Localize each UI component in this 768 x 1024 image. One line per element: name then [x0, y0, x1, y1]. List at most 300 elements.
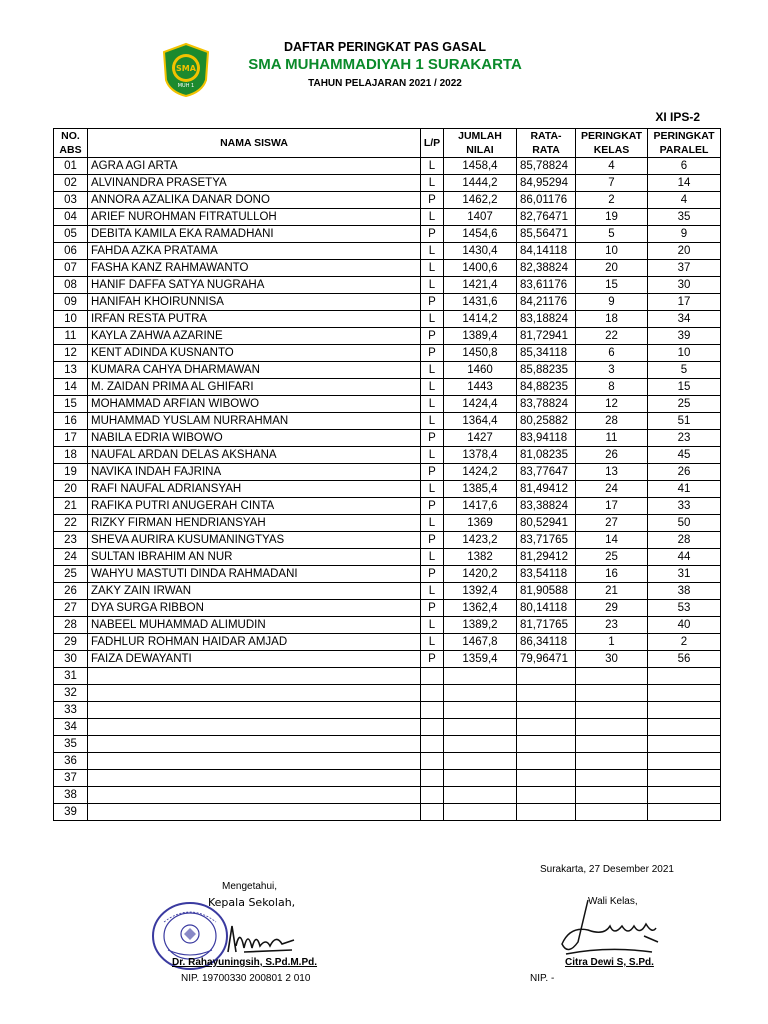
mengetahui-label: Mengetahui,: [222, 881, 278, 892]
cell-no: 33: [54, 702, 88, 719]
cell-peringkat-paralel: 40: [648, 617, 721, 634]
table-row: [54, 260, 721, 277]
cell-rata: 86,34118: [517, 634, 576, 651]
cell-rata: 81,49412: [517, 481, 576, 498]
cell-peringkat-paralel: 33: [648, 498, 721, 515]
cell-lp: [421, 753, 444, 770]
cell-no: 21: [54, 498, 88, 515]
cell-name: [88, 736, 421, 753]
cell-jumlah: [444, 685, 517, 702]
cell-name: ALVINANDRA PRASETYA: [88, 175, 421, 192]
cell-name: KENT ADINDA KUSNANTO: [88, 345, 421, 362]
cell-no: 27: [54, 600, 88, 617]
cell-peringkat-kelas: 25: [576, 549, 648, 566]
cell-jumlah: 1424,2: [444, 464, 517, 481]
cell-lp: [421, 685, 444, 702]
col-rata-rata: RATA- RATA: [517, 129, 576, 158]
cell-peringkat-paralel: 26: [648, 464, 721, 481]
cell-peringkat-paralel: 25: [648, 396, 721, 413]
cell-lp: L: [421, 243, 444, 260]
cell-jumlah: 1460: [444, 362, 517, 379]
cell-jumlah: 1462,2: [444, 192, 517, 209]
col-peringkat-kelas: PERINGKAT KELAS: [576, 129, 648, 158]
cell-lp: P: [421, 498, 444, 515]
teacher-signature: [548, 896, 668, 960]
cell-rata: [517, 787, 576, 804]
cell-name: DEBITA KAMILA EKA RAMADHANI: [88, 226, 421, 243]
table-row: [54, 515, 721, 532]
table-row: [54, 379, 721, 396]
cell-peringkat-paralel: 20: [648, 243, 721, 260]
cell-no: 08: [54, 277, 88, 294]
col-lp: L/P: [421, 129, 444, 158]
table-row: [54, 702, 721, 719]
cell-no: 06: [54, 243, 88, 260]
cell-rata: 84,14118: [517, 243, 576, 260]
cell-peringkat-paralel: 6: [648, 158, 721, 175]
cell-peringkat-paralel: 45: [648, 447, 721, 464]
cell-no: 12: [54, 345, 88, 362]
cell-name: FAHDA AZKA PRATAMA: [88, 243, 421, 260]
teacher-name: Citra Dewi S, S.Pd.: [565, 957, 654, 968]
cell-peringkat-kelas: [576, 804, 648, 821]
cell-lp: L: [421, 209, 444, 226]
cell-no: 29: [54, 634, 88, 651]
cell-peringkat-kelas: 22: [576, 328, 648, 345]
cell-name: ZAKY ZAIN IRWAN: [88, 583, 421, 600]
cell-jumlah: 1359,4: [444, 651, 517, 668]
cell-lp: [421, 719, 444, 736]
cell-jumlah: 1364,4: [444, 413, 517, 430]
cell-name: NABILA EDRIA WIBOWO: [88, 430, 421, 447]
cell-name: IRFAN RESTA PUTRA: [88, 311, 421, 328]
cell-jumlah: 1382: [444, 549, 517, 566]
cell-peringkat-kelas: 26: [576, 447, 648, 464]
cell-no: 19: [54, 464, 88, 481]
cell-name: HANIFAH KHOIRUNNISA: [88, 294, 421, 311]
cell-no: 04: [54, 209, 88, 226]
cell-rata: 83,77647: [517, 464, 576, 481]
cell-peringkat-kelas: 21: [576, 583, 648, 600]
cell-rata: [517, 736, 576, 753]
cell-peringkat-paralel: 53: [648, 600, 721, 617]
cell-no: 17: [54, 430, 88, 447]
cell-rata: 84,88235: [517, 379, 576, 396]
table-row: [54, 447, 721, 464]
cell-lp: P: [421, 294, 444, 311]
cell-rata: 82,38824: [517, 260, 576, 277]
cell-rata: [517, 702, 576, 719]
cell-rata: 83,61176: [517, 277, 576, 294]
cell-rata: [517, 685, 576, 702]
cell-peringkat-kelas: 8: [576, 379, 648, 396]
table-row: [54, 481, 721, 498]
cell-peringkat-kelas: 16: [576, 566, 648, 583]
cell-jumlah: 1444,2: [444, 175, 517, 192]
cell-no: 01: [54, 158, 88, 175]
cell-rata: 80,25882: [517, 413, 576, 430]
cell-peringkat-kelas: [576, 736, 648, 753]
cell-name: KUMARA CAHYA DHARMAWAN: [88, 362, 421, 379]
cell-lp: P: [421, 192, 444, 209]
cell-peringkat-kelas: [576, 719, 648, 736]
cell-jumlah: 1423,2: [444, 532, 517, 549]
cell-name: NAUFAL ARDAN DELAS AKSHANA: [88, 447, 421, 464]
cell-name: NAVIKA INDAH FAJRINA: [88, 464, 421, 481]
cell-jumlah: 1392,4: [444, 583, 517, 600]
cell-peringkat-paralel: 14: [648, 175, 721, 192]
cell-lp: [421, 736, 444, 753]
cell-no: 38: [54, 787, 88, 804]
cell-jumlah: [444, 736, 517, 753]
ranking-table: [53, 128, 721, 821]
cell-jumlah: 1467,8: [444, 634, 517, 651]
table-row: [54, 226, 721, 243]
cell-lp: L: [421, 413, 444, 430]
cell-peringkat-paralel: 10: [648, 345, 721, 362]
table-row: [54, 583, 721, 600]
cell-jumlah: [444, 787, 517, 804]
cell-peringkat-paralel: 5: [648, 362, 721, 379]
cell-peringkat-paralel: 15: [648, 379, 721, 396]
cell-rata: 83,78824: [517, 396, 576, 413]
cell-no: 11: [54, 328, 88, 345]
cell-jumlah: [444, 719, 517, 736]
cell-name: MUHAMMAD YUSLAM NURRAHMAN: [88, 413, 421, 430]
cell-rata: 84,95294: [517, 175, 576, 192]
cell-lp: L: [421, 311, 444, 328]
cell-no: 13: [54, 362, 88, 379]
table-row: [54, 804, 721, 821]
svg-text:MUH 1: MUH 1: [177, 83, 195, 89]
cell-lp: P: [421, 464, 444, 481]
cell-lp: P: [421, 430, 444, 447]
cell-no: 37: [54, 770, 88, 787]
cell-peringkat-paralel: [648, 719, 721, 736]
cell-peringkat-paralel: 31: [648, 566, 721, 583]
cell-rata: 81,29412: [517, 549, 576, 566]
cell-no: 26: [54, 583, 88, 600]
cell-peringkat-paralel: 2: [648, 634, 721, 651]
academic-year: TAHUN PELAJARAN 2021 / 2022: [308, 78, 462, 89]
cell-peringkat-kelas: 14: [576, 532, 648, 549]
table-header-row: [54, 129, 721, 158]
cell-no: 34: [54, 719, 88, 736]
cell-rata: 86,01176: [517, 192, 576, 209]
cell-rata: 83,54118: [517, 566, 576, 583]
cell-name: FAIZA DEWAYANTI: [88, 651, 421, 668]
cell-jumlah: 1389,4: [444, 328, 517, 345]
cell-peringkat-kelas: 28: [576, 413, 648, 430]
cell-peringkat-kelas: 4: [576, 158, 648, 175]
cell-jumlah: 1369: [444, 515, 517, 532]
cell-peringkat-paralel: 37: [648, 260, 721, 277]
cell-no: 36: [54, 753, 88, 770]
cell-peringkat-paralel: [648, 702, 721, 719]
cell-name: [88, 787, 421, 804]
cell-lp: P: [421, 651, 444, 668]
cell-peringkat-kelas: 7: [576, 175, 648, 192]
cell-jumlah: 1454,6: [444, 226, 517, 243]
table-row: [54, 362, 721, 379]
cell-jumlah: [444, 804, 517, 821]
cell-rata: [517, 804, 576, 821]
cell-peringkat-kelas: [576, 753, 648, 770]
table-row: [54, 600, 721, 617]
cell-name: KAYLA ZAHWA AZARINE: [88, 328, 421, 345]
table-row: [54, 719, 721, 736]
cell-rata: 81,72941: [517, 328, 576, 345]
cell-name: [88, 753, 421, 770]
principal-nip: NIP. 19700330 200801 2 010: [181, 973, 311, 984]
col-jumlah-nilai: JUMLAH NILAI: [444, 129, 517, 158]
table-row: [54, 532, 721, 549]
cell-no: 30: [54, 651, 88, 668]
cell-name: RIZKY FIRMAN HENDRIANSYAH: [88, 515, 421, 532]
cell-peringkat-kelas: 24: [576, 481, 648, 498]
cell-rata: [517, 770, 576, 787]
cell-peringkat-kelas: 5: [576, 226, 648, 243]
cell-jumlah: 1362,4: [444, 600, 517, 617]
cell-name: FADHLUR ROHMAN HAIDAR AMJAD: [88, 634, 421, 651]
cell-peringkat-paralel: 28: [648, 532, 721, 549]
cell-rata: 83,18824: [517, 311, 576, 328]
cell-no: 14: [54, 379, 88, 396]
table-row: [54, 396, 721, 413]
cell-name: SULTAN IBRAHIM AN NUR: [88, 549, 421, 566]
cell-peringkat-kelas: 6: [576, 345, 648, 362]
cell-peringkat-paralel: 34: [648, 311, 721, 328]
cell-lp: [421, 668, 444, 685]
table-row: [54, 175, 721, 192]
cell-lp: P: [421, 345, 444, 362]
cell-rata: 80,52941: [517, 515, 576, 532]
cell-name: [88, 804, 421, 821]
wali-kelas-label: Wali Kelas,: [588, 896, 638, 907]
cell-peringkat-kelas: 10: [576, 243, 648, 260]
kepala-sekolah-label: Kepala Sekolah,: [208, 896, 296, 909]
cell-jumlah: 1430,4: [444, 243, 517, 260]
cell-peringkat-paralel: 4: [648, 192, 721, 209]
cell-name: RAFI NAUFAL ADRIANSYAH: [88, 481, 421, 498]
cell-jumlah: 1431,6: [444, 294, 517, 311]
cell-name: [88, 719, 421, 736]
table-row: [54, 192, 721, 209]
cell-lp: L: [421, 260, 444, 277]
table-row: [54, 311, 721, 328]
cell-name: WAHYU MASTUTI DINDA RAHMADANI: [88, 566, 421, 583]
table-row: [54, 430, 721, 447]
cell-no: 15: [54, 396, 88, 413]
table-row: [54, 345, 721, 362]
cell-jumlah: 1450,8: [444, 345, 517, 362]
cell-rata: 83,94118: [517, 430, 576, 447]
cell-no: 10: [54, 311, 88, 328]
cell-peringkat-paralel: 51: [648, 413, 721, 430]
cell-lp: L: [421, 583, 444, 600]
col-peringkat-paralel: PERINGKAT PARALEL: [648, 129, 721, 158]
cell-peringkat-paralel: 39: [648, 328, 721, 345]
cell-rata: [517, 719, 576, 736]
cell-jumlah: 1417,6: [444, 498, 517, 515]
principal-name: Dr. Rahayuningsih, S.Pd.M.Pd.: [172, 957, 318, 968]
cell-peringkat-kelas: 15: [576, 277, 648, 294]
cell-lp: P: [421, 566, 444, 583]
table-row: [54, 753, 721, 770]
cell-lp: L: [421, 515, 444, 532]
cell-peringkat-kelas: 19: [576, 209, 648, 226]
cell-peringkat-paralel: 50: [648, 515, 721, 532]
cell-jumlah: [444, 753, 517, 770]
cell-rata: 84,21176: [517, 294, 576, 311]
cell-jumlah: 1407: [444, 209, 517, 226]
cell-jumlah: [444, 702, 517, 719]
cell-jumlah: 1378,4: [444, 447, 517, 464]
class-name: XI IPS-2: [655, 110, 700, 124]
cell-name: [88, 770, 421, 787]
cell-jumlah: 1443: [444, 379, 517, 396]
table-row: [54, 413, 721, 430]
cell-lp: L: [421, 447, 444, 464]
cell-rata: 85,88235: [517, 362, 576, 379]
cell-no: 32: [54, 685, 88, 702]
cell-name: [88, 685, 421, 702]
cell-jumlah: 1389,2: [444, 617, 517, 634]
cell-name: ARIEF NUROHMAN FITRATULLOH: [88, 209, 421, 226]
cell-rata: 83,71765: [517, 532, 576, 549]
cell-peringkat-kelas: 30: [576, 651, 648, 668]
table-row: [54, 617, 721, 634]
table-row: [54, 158, 721, 175]
cell-peringkat-kelas: 3: [576, 362, 648, 379]
cell-peringkat-paralel: 35: [648, 209, 721, 226]
cell-lp: P: [421, 226, 444, 243]
table-row: [54, 328, 721, 345]
table-row: [54, 464, 721, 481]
cell-rata: 82,76471: [517, 209, 576, 226]
cell-rata: [517, 668, 576, 685]
col-no-abs: NO. ABS: [54, 129, 88, 158]
cell-lp: [421, 702, 444, 719]
table-row: [54, 668, 721, 685]
cell-name: NABEEL MUHAMMAD ALIMUDIN: [88, 617, 421, 634]
cell-peringkat-paralel: 23: [648, 430, 721, 447]
cell-jumlah: 1385,4: [444, 481, 517, 498]
cell-lp: L: [421, 379, 444, 396]
cell-no: 28: [54, 617, 88, 634]
cell-lp: L: [421, 549, 444, 566]
cell-lp: [421, 770, 444, 787]
principal-signature: [222, 918, 300, 960]
school-name: SMA MUHAMMADIYAH 1 SURAKARTA: [248, 56, 522, 73]
cell-peringkat-kelas: 11: [576, 430, 648, 447]
cell-jumlah: 1420,2: [444, 566, 517, 583]
table-row: [54, 498, 721, 515]
cell-peringkat-kelas: 17: [576, 498, 648, 515]
cell-peringkat-paralel: 9: [648, 226, 721, 243]
cell-rata: 85,56471: [517, 226, 576, 243]
cell-peringkat-paralel: [648, 736, 721, 753]
cell-rata: 81,08235: [517, 447, 576, 464]
table-row: [54, 651, 721, 668]
cell-jumlah: [444, 770, 517, 787]
cell-peringkat-paralel: [648, 753, 721, 770]
cell-lp: L: [421, 277, 444, 294]
cell-no: 24: [54, 549, 88, 566]
cell-no: 05: [54, 226, 88, 243]
cell-name: FASHA KANZ RAHMAWANTO: [88, 260, 421, 277]
table-row: [54, 787, 721, 804]
cell-rata: 85,34118: [517, 345, 576, 362]
cell-rata: 79,96471: [517, 651, 576, 668]
cell-no: 16: [54, 413, 88, 430]
cell-lp: L: [421, 396, 444, 413]
cell-no: 09: [54, 294, 88, 311]
teacher-nip: NIP. -: [530, 973, 555, 984]
svg-text:SMA: SMA: [176, 64, 196, 73]
cell-no: 20: [54, 481, 88, 498]
cell-peringkat-kelas: 9: [576, 294, 648, 311]
table-row: [54, 549, 721, 566]
cell-name: M. ZAIDAN PRIMA AL GHIFARI: [88, 379, 421, 396]
cell-no: 39: [54, 804, 88, 821]
cell-peringkat-kelas: 13: [576, 464, 648, 481]
cell-peringkat-kelas: [576, 702, 648, 719]
cell-jumlah: 1421,4: [444, 277, 517, 294]
document-title: DAFTAR PERINGKAT PAS GASAL: [283, 40, 487, 54]
cell-no: 25: [54, 566, 88, 583]
cell-peringkat-paralel: [648, 770, 721, 787]
cell-peringkat-kelas: 29: [576, 600, 648, 617]
cell-peringkat-kelas: 27: [576, 515, 648, 532]
cell-no: 03: [54, 192, 88, 209]
cell-jumlah: 1424,4: [444, 396, 517, 413]
cell-peringkat-paralel: [648, 668, 721, 685]
cell-jumlah: 1414,2: [444, 311, 517, 328]
cell-rata: 81,90588: [517, 583, 576, 600]
table-row: [54, 209, 721, 226]
table-row: [54, 736, 721, 753]
cell-lp: [421, 804, 444, 821]
cell-rata: 80,14118: [517, 600, 576, 617]
cell-lp: L: [421, 481, 444, 498]
cell-peringkat-kelas: [576, 685, 648, 702]
cell-name: RAFIKA PUTRI ANUGERAH CINTA: [88, 498, 421, 515]
cell-name: HANIF DAFFA SATYA NUGRAHA: [88, 277, 421, 294]
cell-no: 31: [54, 668, 88, 685]
table-row: [54, 243, 721, 260]
cell-peringkat-paralel: 17: [648, 294, 721, 311]
cell-no: 18: [54, 447, 88, 464]
cell-peringkat-kelas: 23: [576, 617, 648, 634]
cell-rata: 85,78824: [517, 158, 576, 175]
cell-name: ANNORA AZALIKA DANAR DONO: [88, 192, 421, 209]
cell-peringkat-kelas: 12: [576, 396, 648, 413]
cell-no: 35: [54, 736, 88, 753]
cell-no: 23: [54, 532, 88, 549]
cell-peringkat-paralel: 56: [648, 651, 721, 668]
cell-jumlah: 1400,6: [444, 260, 517, 277]
place-date: Surakarta, 27 Desember 2021: [540, 864, 674, 875]
table-row: [54, 770, 721, 787]
cell-jumlah: 1427: [444, 430, 517, 447]
cell-no: 02: [54, 175, 88, 192]
cell-peringkat-kelas: 18: [576, 311, 648, 328]
cell-peringkat-paralel: 44: [648, 549, 721, 566]
cell-peringkat-paralel: [648, 685, 721, 702]
cell-peringkat-kelas: 2: [576, 192, 648, 209]
cell-peringkat-paralel: 30: [648, 277, 721, 294]
